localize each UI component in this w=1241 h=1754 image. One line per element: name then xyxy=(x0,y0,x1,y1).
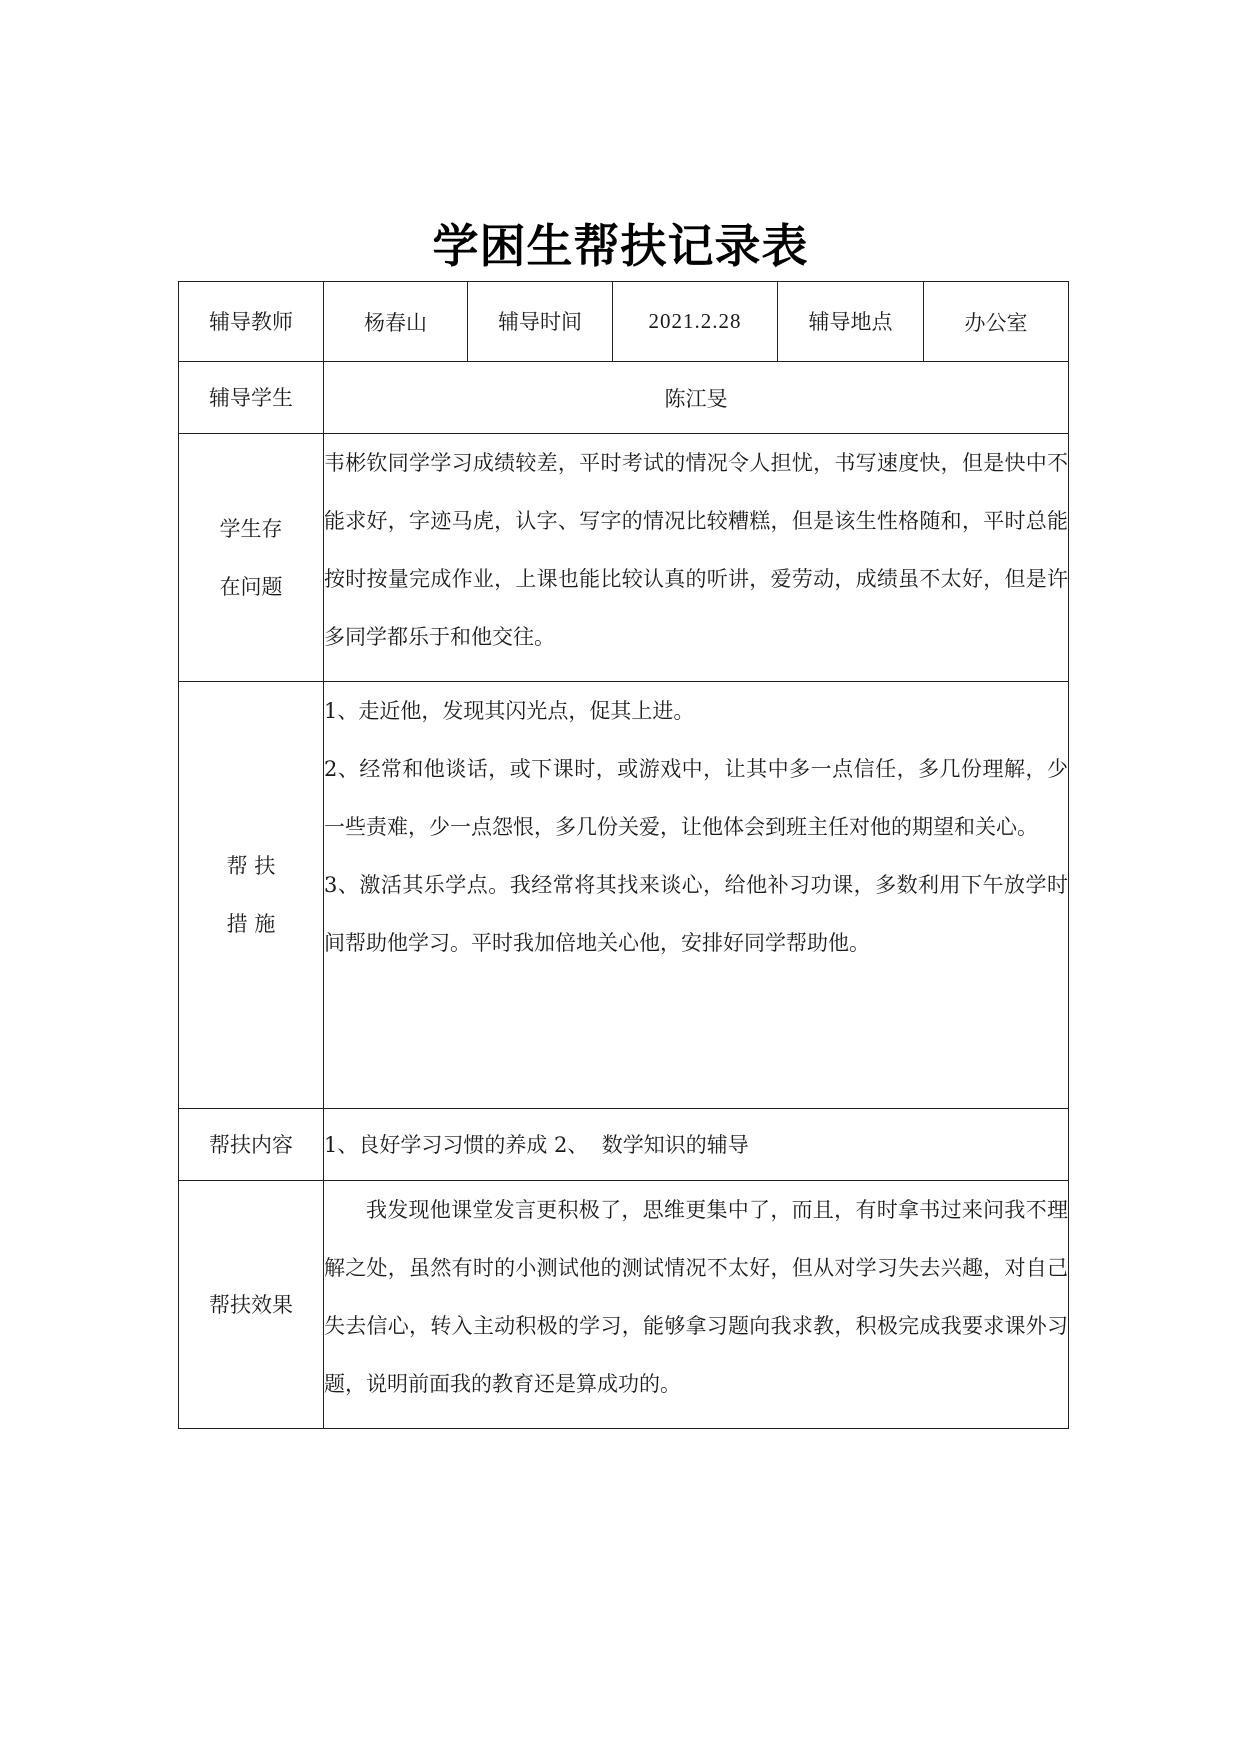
place-value: 办公室 xyxy=(924,282,1069,362)
teacher-value: 杨春山 xyxy=(324,282,468,362)
problems-label-line1: 学生存 xyxy=(219,516,283,541)
content-row xyxy=(179,1109,1069,1181)
place-label: 辅导地点 xyxy=(778,282,924,362)
header-row xyxy=(179,282,1069,362)
measure-item-2: 2、经常和他谈话，或下课时，或游戏中，让其中多一点信任，多几份理解，少一些责难，少一点怨恨，多几份关爱，让他体会到班主任对他的期望和关心。 xyxy=(324,757,1068,839)
problems-label xyxy=(179,434,324,682)
student-label: 辅导学生 xyxy=(179,362,324,434)
time-value: 2021.2.28 xyxy=(613,282,778,362)
measures-label xyxy=(179,682,324,1109)
problems-row xyxy=(179,434,1069,682)
record-table xyxy=(178,281,1069,1429)
problems-label-line2: 在问题 xyxy=(219,574,283,599)
teacher-label: 辅导教师 xyxy=(179,282,324,362)
measures-label-line2: 措 施 xyxy=(226,912,276,936)
time-label: 辅导时间 xyxy=(468,282,613,362)
measures-row xyxy=(179,682,1069,1109)
effect-text: 我发现他课堂发言更积极了，思维更集中了，而且，有时拿书过来问我不理解之处，虽然有时的小测试他的测试情况不太好，但从对学习失去兴趣，对自己失去信心，转入主动积极的学习，能够拿习题向我求教，积极完成我要求课外习题，说明前面我的教育还是算成功的。 xyxy=(324,1181,1069,1429)
student-value: 陈江旻 xyxy=(324,362,1069,434)
page-title: 学困生帮扶记录表 xyxy=(432,219,809,273)
content-label: 帮扶内容 xyxy=(179,1109,324,1181)
measure-item-3: 3、激活其乐学点。我经常将其找来谈心，给他补习功课，多数利用下午放学时间帮助他学习。平时我加倍地关心他，安排好同学帮助他。 xyxy=(324,873,1068,955)
effect-label: 帮扶效果 xyxy=(179,1181,324,1429)
student-row xyxy=(179,362,1069,434)
measure-item-1: 1、走近他，发现其闪光点，促其上进。 xyxy=(324,699,695,723)
effect-row xyxy=(179,1181,1069,1429)
measures-label-line1: 帮 扶 xyxy=(226,854,276,878)
problems-text: 韦彬钦同学学习成绩较差，平时考试的情况令人担忧，书写速度快，但是快中不能求好，字迹马虎，认字、写字的情况比较糟糕，但是该生性格随和，平时总能按时按量完成作业，上课也能比较认真的听讲，爱劳动，成绩虽不太好，但是许多同学都乐于和他交往。 xyxy=(324,434,1069,682)
measures-text xyxy=(324,682,1069,1109)
content-text: 1、良好学习习惯的养成 2、 数学知识的辅导 xyxy=(324,1109,1069,1181)
